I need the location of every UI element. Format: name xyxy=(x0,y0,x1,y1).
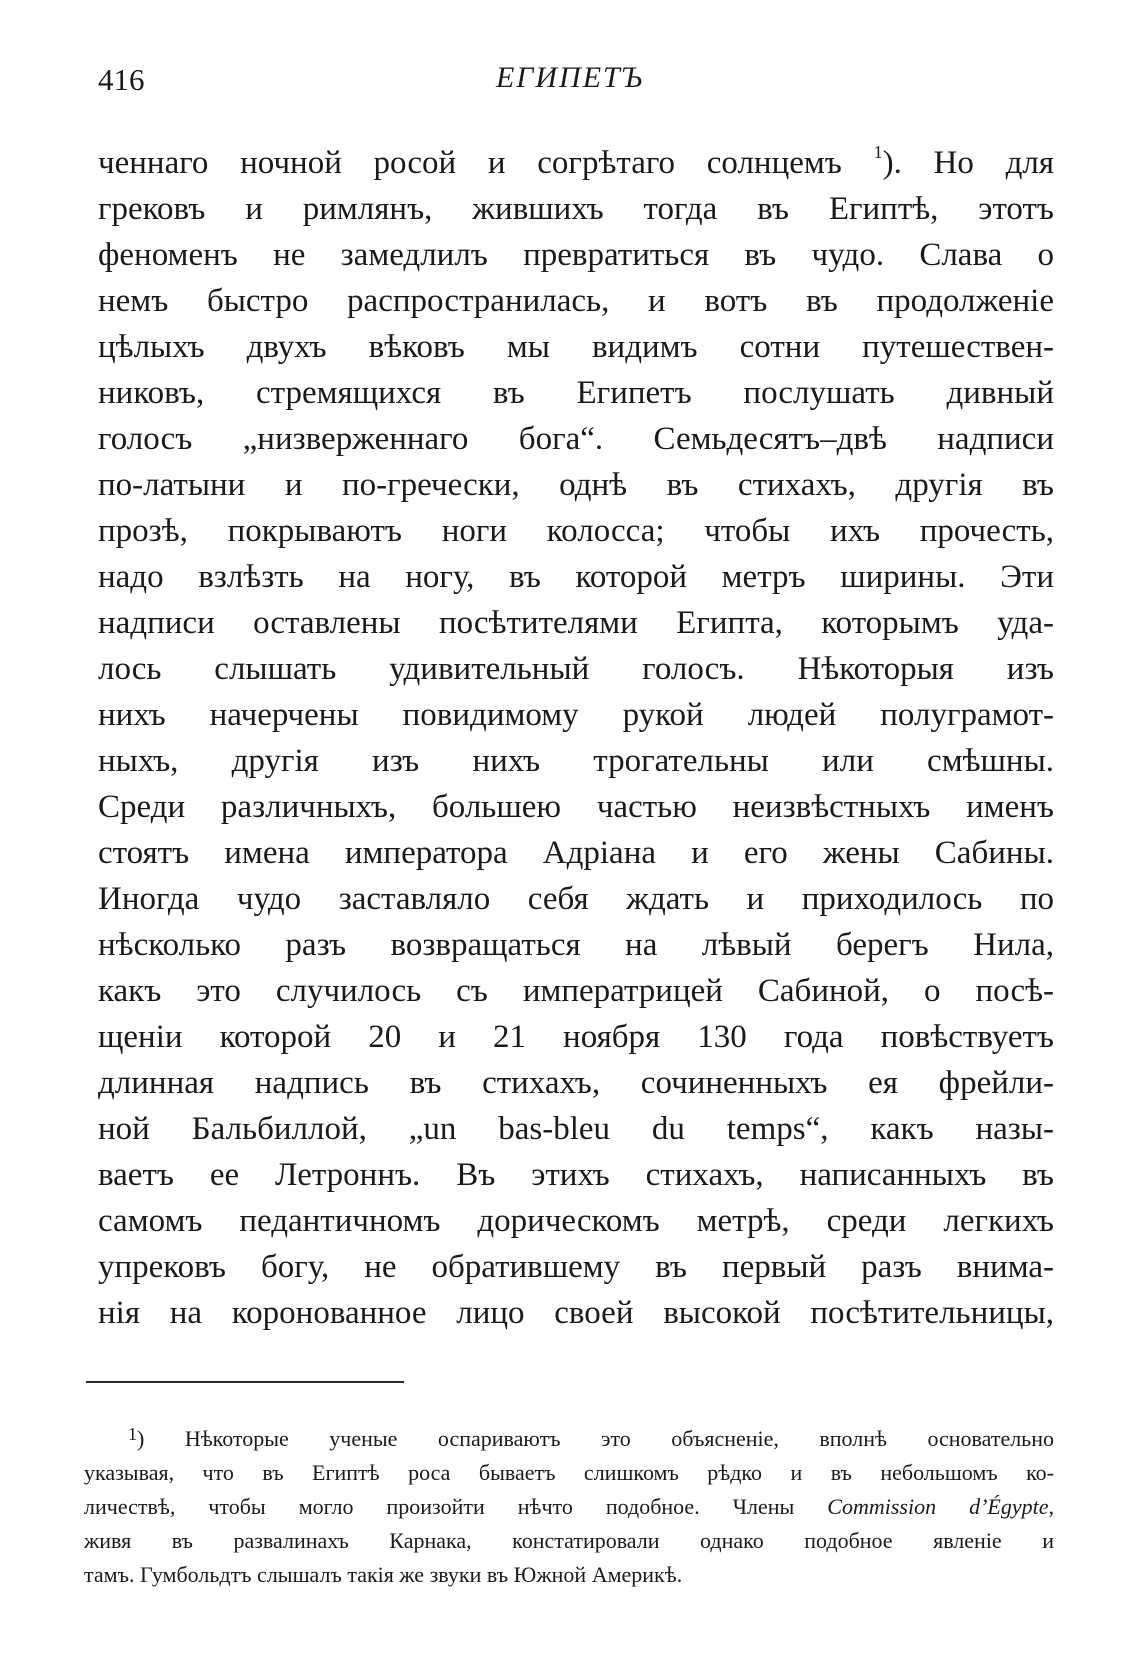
text-line: нихъ начерчены повидимому рукой людей полуграмот- xyxy=(98,697,1054,733)
text-line: грековъ и римлянъ, жившихъ тогда въ Египтѣ, этотъ xyxy=(98,191,1054,227)
text-line: какъ это случилось съ императрицей Сабиной, о посѣ- xyxy=(98,973,1054,1009)
footnote-line xyxy=(84,1422,1054,1456)
footnote-line xyxy=(84,1490,1054,1524)
text-line: Среди различныхъ, большею частью неизвѣстныхъ именъ xyxy=(98,789,1054,825)
text-line: цѣлыхъ двухъ вѣковъ мы видимъ сотни путешествен- xyxy=(98,329,1054,365)
text-line xyxy=(98,140,1054,186)
footnote-reference: 1 xyxy=(873,142,883,162)
text-line: никовъ, стремящихся въ Египетъ послушать дивный xyxy=(98,375,1054,411)
text-line: ныхъ, другія изъ нихъ трогательны или смѣшны. xyxy=(98,743,1054,779)
text-line: надписи оставлены посѣтителями Египта, которымъ уда- xyxy=(98,605,1054,641)
footnote-line: тамъ. Гумбольдтъ слышалъ такія же звуки въ Южной Америкѣ. xyxy=(84,1562,683,1587)
text-line: феноменъ не замедлилъ превратиться въ чудо. Слава о xyxy=(98,237,1054,273)
text-line: упрековъ богу, не обратившему въ первый разъ внима- xyxy=(98,1249,1054,1285)
text-line: самомъ педантичномъ дорическомъ метрѣ, среди легкихъ xyxy=(98,1203,1054,1239)
text-line: голосъ „низверженнаго бога“. Семьдесятъ–двѣ надписи xyxy=(98,421,1054,457)
text-line: щеніи которой 20 и 21 ноября 130 года повѣствуетъ xyxy=(98,1019,1054,1055)
footnote-marker: 1 xyxy=(128,1424,137,1444)
text-line: нія на коронованное лицо своей высокой посѣтительницы, xyxy=(98,1295,1054,1331)
footnote-line: живя въ развалинахъ Карнака, констатировали однако подобное явленіе и xyxy=(84,1528,1054,1553)
text-line: ваетъ ее Летроннъ. Въ этихъ стихахъ, написанныхъ въ xyxy=(98,1157,1054,1193)
footnote-text: ) Нѣкоторые ученые оспариваютъ это объясненіе, вполнѣ основательно xyxy=(137,1426,1054,1451)
text-line: длинная надпись въ стихахъ, сочиненныхъ ея фрейли- xyxy=(98,1065,1054,1101)
text-line: нѣсколько разъ возвращаться на лѣвый берегъ Нила, xyxy=(98,927,1054,963)
footnote-text: личествѣ, чтобы могло произойти нѣчто подобное. Члены xyxy=(84,1494,795,1519)
footnote-line: указывая, что въ Египтѣ роса бываетъ слишкомъ рѣдко и въ небольшомъ ко- xyxy=(84,1460,1054,1485)
footnotes xyxy=(84,1422,1054,1592)
text-line: надо взлѣзть на ногу, въ которой метръ ширины. Эти xyxy=(98,559,1054,595)
page-number: 416 xyxy=(98,62,145,97)
text-line: ной Бальбиллой, „un bas-bleu du temps“, какъ назы- xyxy=(98,1111,1054,1147)
text-line: Иногда чудо заставляло себя ждать и приходилось по xyxy=(98,881,1054,917)
text-line: стоятъ имена императора Адріана и его жены Сабины. xyxy=(98,835,1054,871)
text-line: по-латыни и по-гречески, однѣ въ стихахъ, другія въ xyxy=(98,467,1054,503)
text-line: прозѣ, покрываютъ ноги колосса; чтобы ихъ прочесть, xyxy=(98,513,1054,549)
text-line: немъ быстро распространилась, и вотъ въ продолженіе xyxy=(98,283,1054,319)
text-line: лось слышать удивительный голосъ. Нѣкоторыя изъ xyxy=(98,651,1054,687)
footnote-separator xyxy=(86,1381,404,1383)
text-line-tail: ). Но для xyxy=(882,145,1054,181)
main-text xyxy=(98,140,1054,1336)
running-title: ЕГИПЕТЪ xyxy=(495,61,644,94)
footnote-italic-title: Commission d’Égypte, xyxy=(827,1494,1054,1519)
text-line-content: ченнаго ночной росой и согрѣтаго солнцемъ xyxy=(98,145,842,181)
